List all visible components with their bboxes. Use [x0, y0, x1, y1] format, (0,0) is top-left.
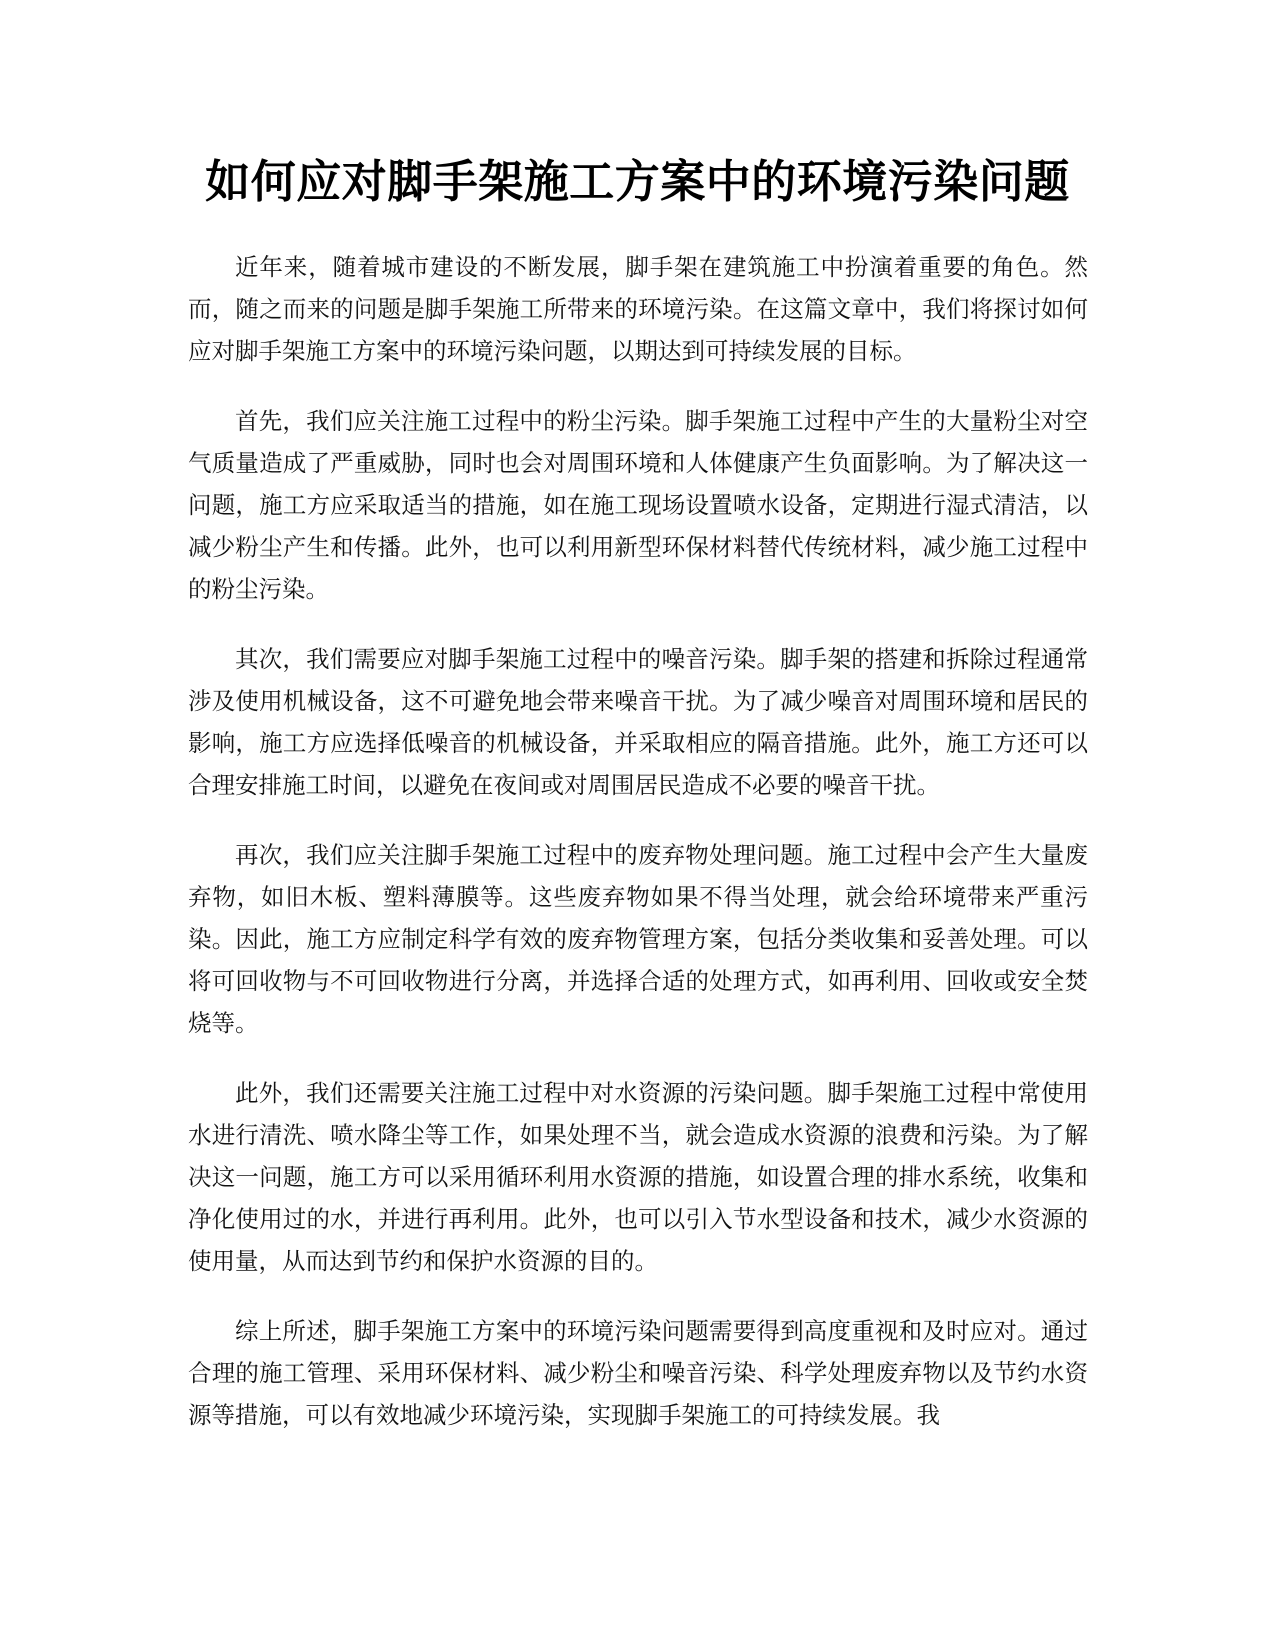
paragraph-3: 其次，我们需要应对脚手架施工过程中的噪音污染。脚手架的搭建和拆除过程通常涉及使用机械设备，这不可避免地会带来噪音干扰。为了减少噪音对周围环境和居民的影响，施工方应选择低噪音的机械设备，并采取相应的隔音措施。此外，施工方还可以合理安排施工时间，以避免在夜间或对周围居民造成不必要的噪音干扰。 [188, 645, 1088, 799]
paragraph-5: 此外，我们还需要关注施工过程中对水资源的污染问题。脚手架施工过程中常使用水进行清洗、喷水降尘等工作，如果处理不当，就会造成水资源的浪费和污染。为了解决这一问题，施工方可以采用循环利用水资源的措施，如设置合理的排水系统，收集和净化使用过的水，并进行再利用。此外，也可以引入节水型设备和技术，减少水资源的使用量，从而达到节约和保护水资源的目的。 [188, 1079, 1088, 1275]
document-body [188, 246, 1088, 1464]
paragraph-6: 综上所述，脚手架施工方案中的环境污染问题需要得到高度重视和及时应对。通过合理的施工管理、采用环保材料、减少粉尘和噪音污染、科学处理废弃物以及节约水资源等措施，可以有效地减少环境污染，实现脚手架施工的可持续发展。我 [188, 1317, 1088, 1429]
paragraph-1: 近年来，随着城市建设的不断发展，脚手架在建筑施工中扮演着重要的角色。然而，随之而来的问题是脚手架施工所带来的环境污染。在这篇文章中，我们将探讨如何应对脚手架施工方案中的环境污染问题，以期达到可持续发展的目标。 [188, 253, 1088, 365]
document-title: 如何应对脚手架施工方案中的环境污染问题 [205, 155, 1070, 208]
paragraph-4: 再次，我们应关注脚手架施工过程中的废弃物处理问题。施工过程中会产生大量废弃物，如旧木板、塑料薄膜等。这些废弃物如果不得当处理，就会给环境带来严重污染。因此，施工方应制定科学有效的废弃物管理方案，包括分类收集和妥善处理。可以将可回收物与不可回收物进行分离，并选择合适的处理方式，如再利用、回收或安全焚烧等。 [188, 841, 1088, 1037]
paragraph-2: 首先，我们应关注施工过程中的粉尘污染。脚手架施工过程中产生的大量粉尘对空气质量造成了严重威胁，同时也会对周围环境和人体健康产生负面影响。为了解决这一问题，施工方应采取适当的措施，如在施工现场设置喷水设备，定期进行湿式清洁，以减少粉尘产生和传播。此外，也可以利用新型环保材料替代传统材料，减少施工过程中的粉尘污染。 [188, 407, 1088, 603]
